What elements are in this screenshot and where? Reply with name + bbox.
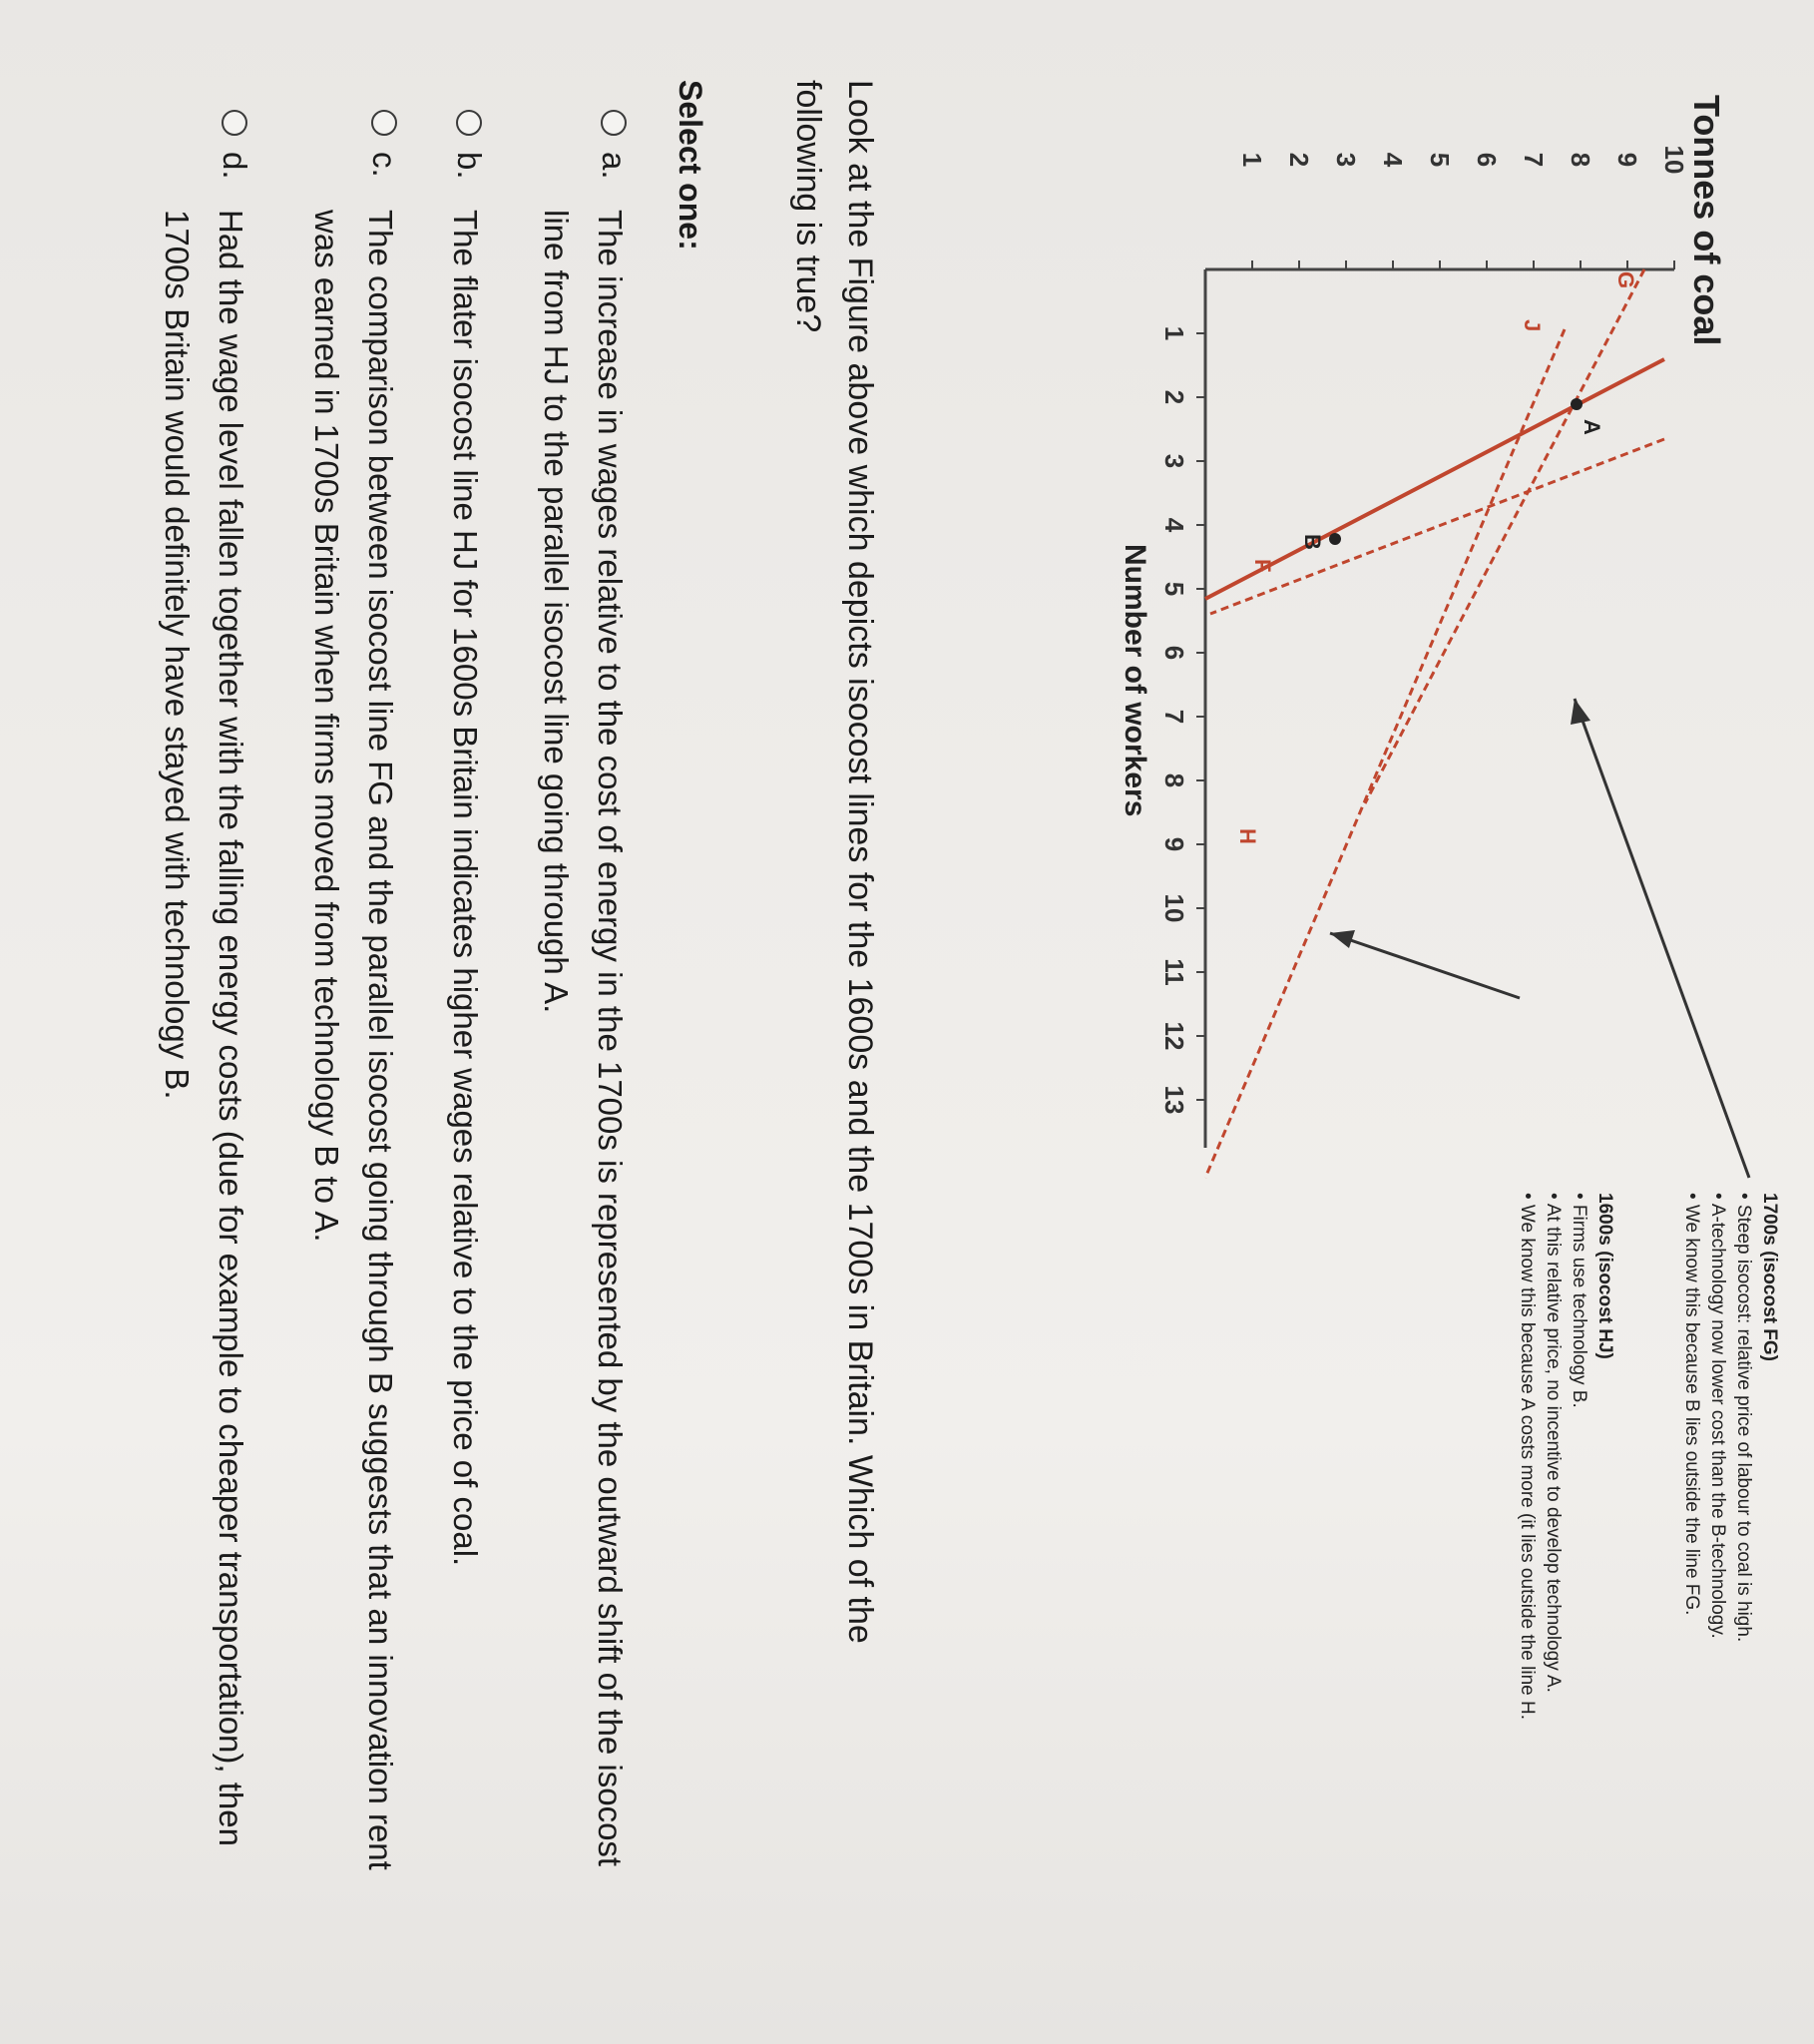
isocost-figure [896,0,1814,2044]
x-tick-label: 9 [1159,836,1189,852]
arrow-1700s-head [1571,699,1590,725]
radio-b[interactable] [456,110,482,136]
axis-ticks [1159,146,1689,1115]
y-tick-label: 6 [1472,152,1502,168]
y-tick-label: 2 [1284,152,1314,168]
question-text: Look at the Figure above which depicts isocost lines for the 1600s and the 1700s in Britain. Which of the following is true? [789,80,879,1644]
point-b-label: B [1300,534,1325,550]
option-text-b: The flater isocost line HJ for 1600s Britain indicates higher wages relative to the price of coal. [447,210,484,1567]
y-tick-label: 8 [1566,152,1595,168]
x-tick-label: 7 [1159,709,1189,725]
isocost-line-hj [1205,329,1565,1178]
select-one-label: Select one: [673,80,708,251]
point-j-label: J [1520,319,1545,332]
option-letter-a: a. [596,152,633,180]
arrow-1600s [1330,933,1520,998]
x-tick-label: 10 [1159,893,1189,923]
isocost-line-through-b [1210,439,1664,614]
y-tick-label: 10 [1659,145,1689,175]
x-tick-label: 11 [1159,958,1189,986]
arrow-1600s-head [1330,930,1355,948]
point-g-label: G [1613,271,1638,289]
annotation-1700s: 1700s (isocost FG) • Steep isocost: relative price of labour to coal is high. • A-technology now lower cost than the B-technology. • We know this because B lies outside the line FG. [1681,1193,1780,1643]
option-text-d: Had the wage level fallen together with the falling energy costs (due for example to cheaper transportation), then 1700s Britain would definitely have stayed with technology B. [159,210,249,1846]
point-a-label: A [1580,419,1604,435]
radio-d[interactable] [222,110,247,136]
arrow-1700s [1575,699,1749,1178]
x-axis-label: Number of workers [1119,544,1151,817]
x-tick-label: 6 [1159,645,1189,661]
option-letter-c: c. [366,152,403,178]
isocost-line-through-g [1365,269,1644,803]
option-text-c: The comparison between isocost line FG and the parallel isocost going through B suggests that an innovation rent was earned in 1700s Britain when firms moved from technology B to A. [308,210,399,1870]
y-tick-label: 9 [1612,152,1642,168]
annotation-1600s: 1600s (isocost HJ) • Firms use technology B. • At this relative price, no incentive to develop technology A. • We know this because A costs more (it lies outside the line H. [1517,1193,1615,1720]
x-tick-label: 5 [1159,581,1189,597]
point-b-marker [1329,533,1341,545]
x-tick-label: 1 [1159,325,1189,341]
x-tick-label: 13 [1159,1085,1189,1115]
y-tick-label: 1 [1237,152,1267,168]
y-tick-label: 4 [1378,152,1408,168]
point-a-marker [1571,398,1583,410]
x-tick-label: 12 [1159,1021,1189,1051]
option-letter-d: d. [217,152,253,180]
y-tick-label: 5 [1425,152,1455,168]
x-tick-label: 2 [1159,389,1189,405]
radio-a[interactable] [601,110,627,136]
option-text-a: The increase in wages relative to the cost of energy in the 1700s is represented by the outward shift of the isocost line from HJ to the parallel isocost line going through A. [538,210,629,1867]
point-f-label: F [1250,559,1275,573]
y-tick-label: 3 [1331,152,1361,168]
y-tick-label: 7 [1519,152,1549,168]
x-tick-label: 8 [1159,772,1189,788]
y-axis-label: Tonnes of coal [1686,95,1727,346]
x-tick-label: 3 [1159,453,1189,469]
radio-c[interactable] [371,110,397,136]
x-tick-label: 4 [1159,517,1189,533]
point-h-label: H [1235,828,1260,844]
option-letter-b: b. [451,152,488,180]
